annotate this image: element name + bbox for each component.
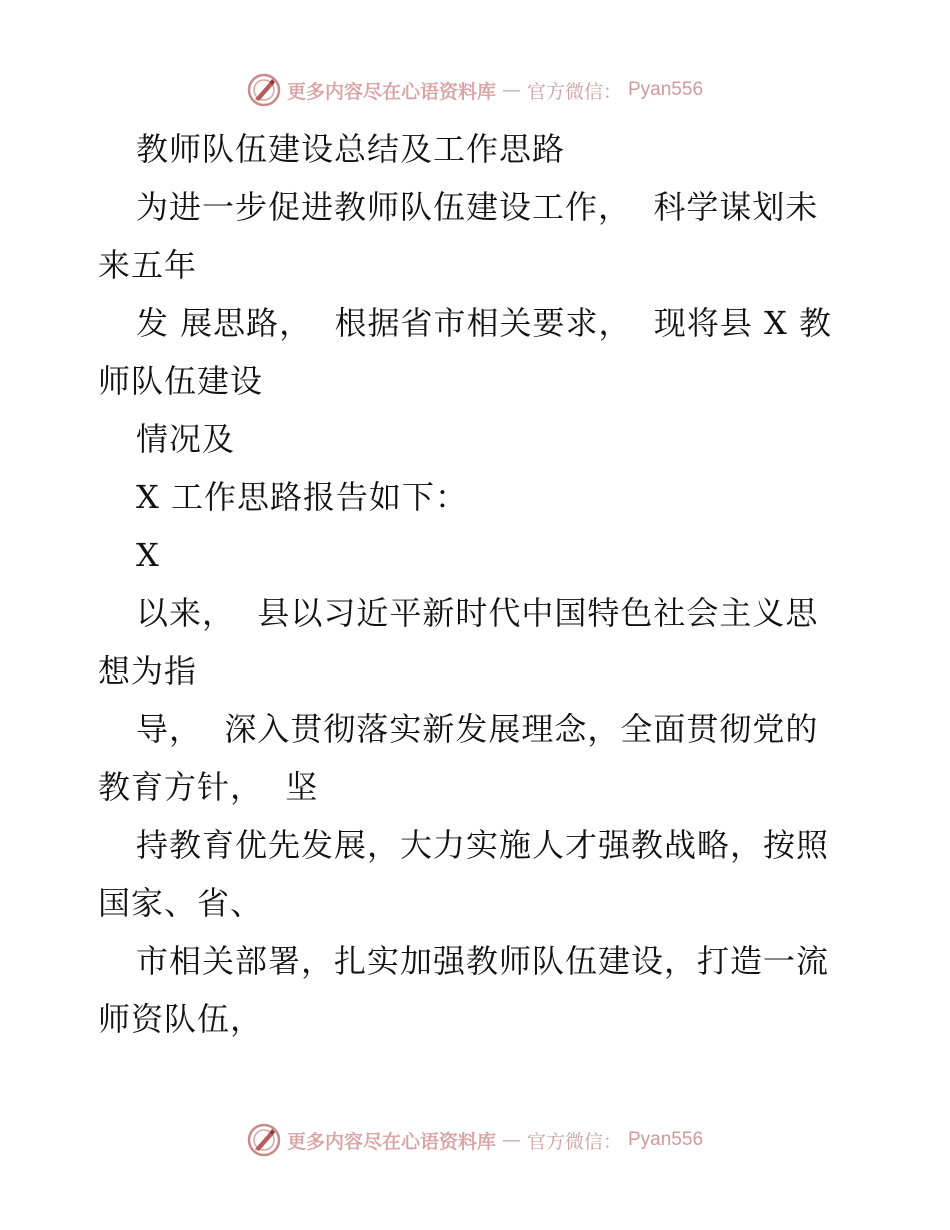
paragraph-line: 发 展思路， 根据省市相关要求， 现将县 X 教 <box>136 304 832 342</box>
watermark-site-text: 更多内容尽在心语资料库 <box>286 1130 496 1153</box>
paragraph-line: X 工作思路报告如下： <box>136 478 468 516</box>
pen-logo-icon <box>247 1123 281 1157</box>
paragraph-line: 师队伍建设 <box>98 362 264 400</box>
watermark-wechat-label: 官方微信： <box>526 1130 622 1153</box>
paragraph-line: 来五年 <box>98 246 198 284</box>
paragraph-line: X <box>136 536 160 574</box>
watermark-wechat-id: Pyan556 <box>628 1129 704 1150</box>
paragraph-line: 导， 深入贯彻落实新发展理念，全面贯彻党的 <box>136 710 819 748</box>
watermark-wechat-id: Pyan556 <box>628 79 704 100</box>
watermark-site-text: 更多内容尽在心语资料库 <box>286 80 496 103</box>
paragraph-line: 师资队伍， <box>98 1000 264 1038</box>
footer-watermark <box>0 1120 950 1160</box>
paragraph-line: 持教育优先发展，大力实施人才强教战略，按照 <box>136 826 830 864</box>
pen-logo-icon <box>247 73 281 107</box>
watermark-dash: — <box>501 1129 521 1151</box>
paragraph-line: 以来， 县以习近平新时代中国特色社会主义思 <box>136 594 819 632</box>
watermark-dash: — <box>501 79 521 101</box>
paragraph-line: 市相关部署，扎实加强教师队伍建设，打造一流 <box>136 942 830 980</box>
paragraph-line: 情况及 <box>136 420 236 458</box>
paragraph-line: 教育方针， 坚 <box>98 768 319 806</box>
document-title: 教师队伍建设总结及工作思路 <box>136 130 566 168</box>
paragraph-line: 国家、省、 <box>98 884 264 922</box>
header-watermark <box>0 70 950 110</box>
paragraph-line: 为进一步促进教师队伍建设工作， 科学谋划未 <box>136 188 819 226</box>
paragraph-line: 想为指 <box>98 652 198 690</box>
watermark-wechat-label: 官方微信： <box>526 80 622 103</box>
